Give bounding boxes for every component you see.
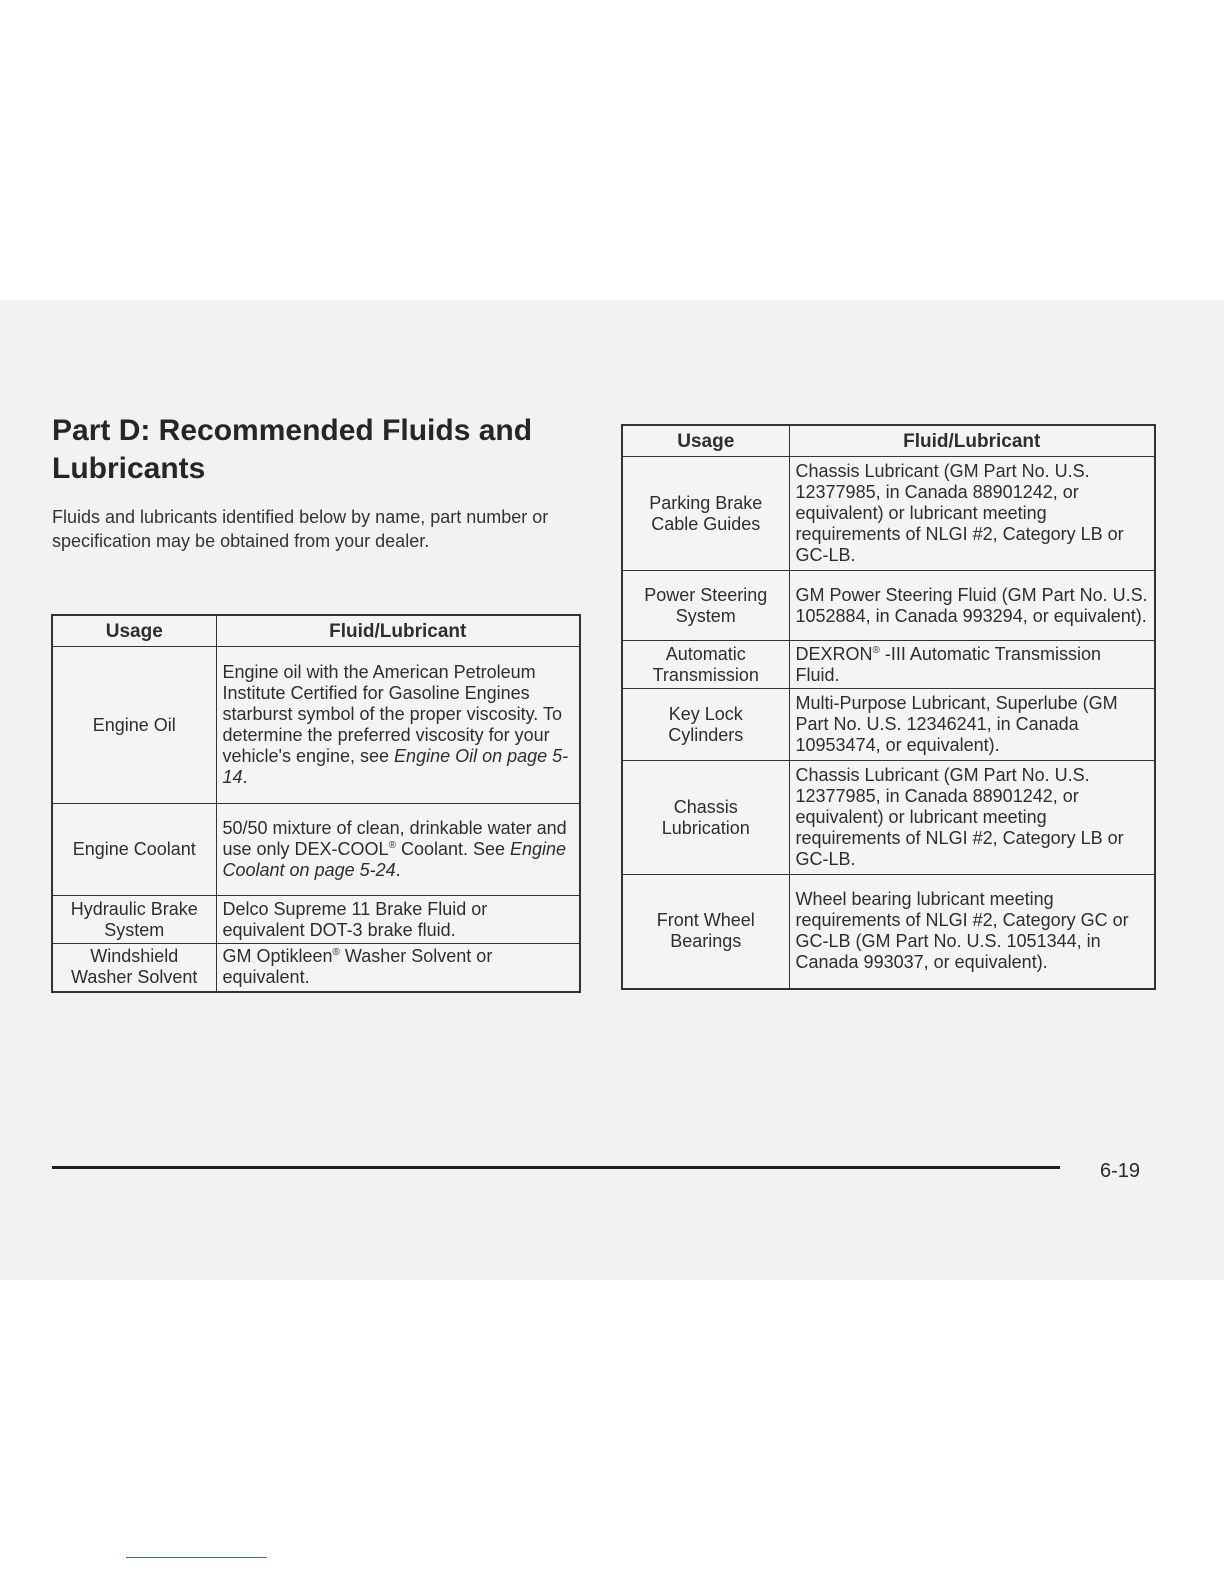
fluid-cell: 50/50 mixture of clean, drinkable water and use only DEX-COOL® Coolant. See Engine Coolant on page 5-24. — [216, 804, 580, 896]
table-row — [622, 875, 1155, 989]
registered-mark: ® — [388, 840, 396, 851]
fluid-cell: Wheel bearing lubricant meeting requirements of NLGI #2, Category GC or GC-LB (GM Part No. U.S. 1051344, in Canada 993037, or equivalent). — [789, 875, 1155, 989]
fluid-cell: DEXRON® -III Automatic Transmission Fluid. — [789, 641, 1155, 689]
fluid-cell: GM Optikleen® Washer Solvent or equivalent. — [216, 944, 580, 992]
usage-cell: Windshield Washer Solvent — [52, 944, 216, 992]
fluid-cell: Chassis Lubricant (GM Part No. U.S. 12377985, in Canada 88901242, or equivalent) or lubricant meeting requirements of NLGI #2, Category LB or GC-LB. — [789, 457, 1155, 571]
table-row — [52, 896, 580, 944]
usage-cell: Hydraulic Brake System — [52, 896, 216, 944]
fluids-table-left — [51, 614, 581, 993]
table-row — [622, 689, 1155, 761]
intro-paragraph: Fluids and lubricants identified below by name, part number or specification may be obtained from your dealer. — [52, 507, 549, 551]
usage-cell: Engine Oil — [52, 647, 216, 804]
registered-mark: ® — [872, 644, 880, 656]
page-title: Part D: Recommended Fluids and Lubricants — [52, 414, 533, 485]
usage-header: Usage — [622, 425, 789, 457]
table-row — [622, 761, 1155, 875]
fluid-cell: Multi-Purpose Lubricant, Superlube (GM Part No. U.S. 12346241, in Canada 10953474, or equivalent). — [789, 689, 1155, 761]
table-row — [52, 804, 580, 896]
usage-cell: Key Lock Cylinders — [622, 689, 789, 761]
table-header-row — [622, 425, 1155, 457]
link-underline — [126, 1557, 267, 1558]
fluid-cell: Chassis Lubricant (GM Part No. U.S. 12377985, in Canada 88901242, or equivalent) or lubricant meeting requirements of NLGI #2, Category LB or GC-LB. — [789, 761, 1155, 875]
usage-cell: Engine Coolant — [52, 804, 216, 896]
footer-rule — [52, 1166, 1060, 1169]
table-row — [622, 571, 1155, 641]
usage-cell: Automatic Transmission — [622, 641, 789, 689]
fluids-table-right — [621, 424, 1156, 990]
usage-cell: Parking Brake Cable Guides — [622, 457, 789, 571]
cross-reference: Engine Coolant on page 5-24 — [222, 839, 567, 880]
fluid-cell: GM Power Steering Fluid (GM Part No. U.S. 1052884, in Canada 993294, or equivalent). — [789, 571, 1155, 641]
registered-mark: ® — [332, 947, 340, 959]
fluid-header: Fluid/Lubricant — [216, 615, 580, 647]
table-header-row — [52, 615, 580, 647]
table-row — [52, 647, 580, 804]
usage-header: Usage — [52, 615, 216, 647]
fluid-header: Fluid/Lubricant — [789, 425, 1155, 457]
cross-reference: Engine Oil on page 5-14 — [222, 746, 569, 787]
fluid-cell: Delco Supreme 11 Brake Fluid or equivalent DOT-3 brake fluid. — [216, 896, 580, 944]
page-number: 6-19 — [1100, 1160, 1141, 1182]
fluid-cell: Engine oil with the American Petroleum Institute Certified for Gasoline Engines starburst symbol of the proper viscosity. To determine the preferred viscosity for your vehicle's engine, see Engine Oil on page 5-14. — [216, 647, 580, 804]
usage-cell: Chassis Lubrication — [622, 761, 789, 875]
usage-cell: Front Wheel Bearings — [622, 875, 789, 989]
table-row — [52, 944, 580, 992]
usage-cell: Power Steering System — [622, 571, 789, 641]
table-row — [622, 457, 1155, 571]
table-row — [622, 641, 1155, 689]
